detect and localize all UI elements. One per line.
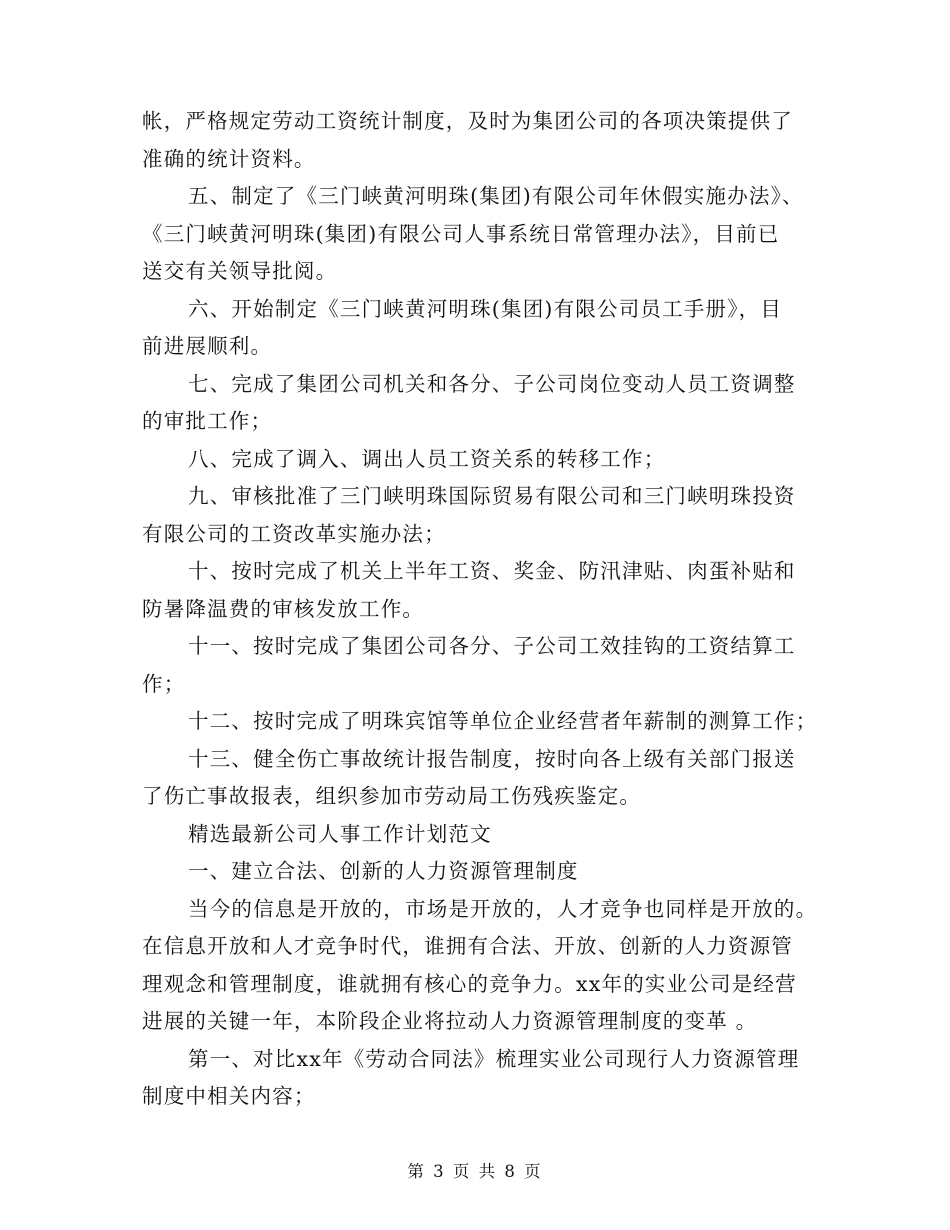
text-line: 有限公司的工资改革实施办法； [142,521,446,546]
text-line: 防暑降温费的审核发放工作。 [142,596,425,621]
text-line: 当今的信息是开放的，市场是开放的，人才竞争也同样是开放的。 [188,896,818,921]
text-line: 前进展顺利。 [142,334,273,358]
text-line: 《三门峡黄河明珠(集团)有限公司人事系统日常管理办法》，目前已 [142,221,780,246]
text-line: 了伤亡事故报表，组织参加市劳动局工伤残疾鉴定。 [142,784,642,808]
text-line: 帐，严格规定劳动工资统计制度，及时为集团公司的各项决策提供了 [142,109,793,133]
text-line: 一、建立合法、创新的人力资源管理制度 [188,859,579,883]
text-line: 的审批工作； [142,409,273,433]
text-line: 八、完成了调入、调出人员工资关系的转移工作； [188,446,666,471]
text-line: 五、制定了《三门峡黄河明珠(集团)有限公司年休假实施办法》、 [188,184,804,208]
document-body [142,103,818,1116]
text-line: 准确的统计资料。 [142,146,316,171]
text-line: 制度中相关内容； [142,1084,316,1108]
text-line: 作； [142,671,186,696]
text-line: 九、审核批准了三门峡明珠国际贸易有限公司和三门峡明珠投资 [188,484,796,508]
text-line: 六、开始制定《三门峡黄河明珠(集团)有限公司员工手册》，目 [188,296,783,321]
text-line: 十、按时完成了机关上半年工资、奖金、防汛津贴、肉蛋补贴和 [188,559,796,583]
text-line: 进展的关键一年，本阶段企业将拉动人力资源管理制度的变革 。 [142,1009,758,1033]
text-line: 在信息开放和人才竞争时代，谁拥有合法、开放、创新的人力资源管 [142,934,793,958]
text-line: 七、完成了集团公司机关和各分、子公司岗位变动人员工资调整 [188,371,796,396]
text-line: 十一、按时完成了集团公司各分、子公司工效挂钩的工资结算工 [188,634,796,658]
text-line: 第一、对比xx年《劳动合同法》梳理实业公司现行人力资源管理 [188,1046,800,1071]
text-line: 送交有关领导批阅。 [142,259,338,283]
text-line: 精选最新公司人事工作计划范文 [188,821,492,846]
text-line: 十三、健全伤亡事故统计报告制度，按时向各上级有关部门报送 [188,746,796,771]
text-line: 理观念和管理制度，谁就拥有核心的竞争力。xx年的实业公司是经营 [142,971,797,996]
text-line: 十二、按时完成了明珠宾馆等单位企业经营者年薪制的测算工作； [188,709,818,733]
page-footer: 第 3 页 共 8 页 [407,1162,543,1181]
